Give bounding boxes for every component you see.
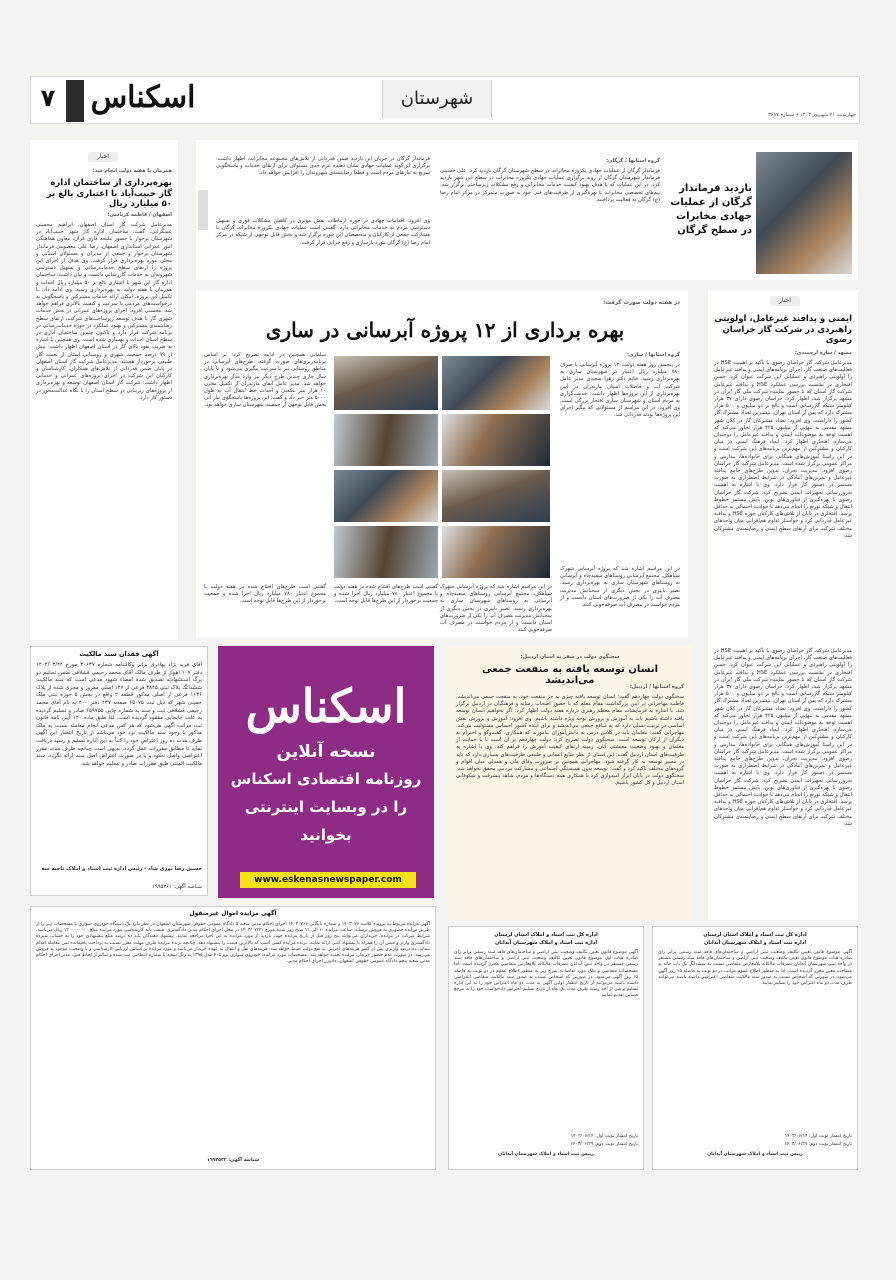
registry-notice-1-subtitle: اداره ثبت اسناد و املاک شهرستان آبدانان <box>494 940 598 946</box>
right-news-body-cont: مدیرعامل شرکت گاز خراسان رضوی با تأکید بر اهمیت HSE در فعالیت‌های صنعت گاز، اجرای برنامه‌های ایمنی و پدافند غیرعامل را اولویتی راهبردی و عملیاتی این شرکت عنوان کرد. حسن افتخاری در نشست بررسی عملکرد HSE و پدافند غیرعامل شرکت گاز استان که با حضور نماینده شرکت ملی گاز ایران در مشهد برگزار شد، اظهار کرد: خراسان رضوی دارای ۳۷ هزار کیلومتر شبکه گازرسانی است و بالغ بر دو میلیون و ۵۰۰ هزار مشترک دارد که پس از استان تهران، بیشترین تعداد مشترک گاز کشور را داراست. وی افزود: تعداد مشترکان گاز در کلان شهر مشهد مقدس به تنهایی از میلیون ۳۲۵ هزار تجاوز می‌کند که اهمیت توجه به موضوعات ایمنی و پدافند غیرعامل را دوچندان می‌سازد. افتخاری اظهار کرد: ایجاد فرهنگ ایمنی در میان کارکنان و مشترکین از مهم‌ترین برنامه‌های این شرکت است و در این راستا آموزش‌های همگانی برای خانواده‌ها، مدارس و مراکز عمومی برگزار شده است. مدیرعامل شرکت گاز خراسان رضوی افزود: مدیریت بحران، تدوین طرح‌های جامع پدافند غیرعامل و تمرین‌های آمادگی در شرایط اضطراری به صورت مستمر در دستور کار قرار دارد. وی با اشاره به اهمیت به‌روزرسانی تجهیزات ایمنی تصریح کرد: شرکت گاز خراسان رضوی با بهره‌گیری از فناوری‌های نوین، پایش مستمر خطوط انتقال و شبکه توزیع را انجام می‌دهد تا حوادث احتمالی به حداقل برسد. افتخاری در پایان از تلاش‌های کارکنان حوزه HSE و پدافند غیرعامل قدردانی کرد و خواستار تداوم هم‌افزایی میان واحدهای مختلف شرکت برای ارتقای سطح ایمنی و رضایتمندی مشترکان شد. <box>714 648 853 827</box>
spokesperson-byline: گروه استانها / اردبیل: <box>629 684 684 690</box>
right-news-body: مدیرعامل شرکت گاز خراسان رضوی با تأکید بر اهمیت HSE در فعالیت‌های صنعت گاز، اجرای برنامه‌های ایمنی و پدافند غیرعامل را اولویتی راهبردی و عملیاتی این شرکت عنوان کرد. حسن افتخاری در نشست بررسی عملکرد HSE و پدافند غیرعامل شرکت گاز استان که با حضور نماینده شرکت ملی گاز ایران در مشهد برگزار شد، اظهار کرد: خراسان رضوی دارای ۳۷ هزار کیلومتر شبکه گازرسانی است و بالغ بر دو میلیون و ۵۰۰ هزار مشترک دارد که پس از استان تهران، بیشترین تعداد مشترک گاز کشور را داراست. وی افزود: تعداد مشترکان گاز در کلان شهر مشهد مقدس به تنهایی از میلیون ۳۲۵ هزار تجاوز می‌کند که اهمیت توجه به موضوعات ایمنی و پدافند غیرعامل را دوچندان می‌سازد. افتخاری اظهار کرد: ایجاد فرهنگ ایمنی در میان کارکنان و مشترکین از مهم‌ترین برنامه‌های این شرکت است و در این راستا آموزش‌های همگانی برای خانواده‌ها، مدارس و مراکز عمومی برگزار شده است. مدیرعامل شرکت گاز خراسان رضوی افزود: مدیریت بحران، تدوین طرح‌های جامع پدافند غیرعامل و تمرین‌های آمادگی در شرایط اضطراری به صورت مستمر در دستور کار قرار دارد. وی با اشاره به اهمیت به‌روزرسانی تجهیزات ایمنی تصریح کرد: شرکت گاز خراسان رضوی با بهره‌گیری از فناوری‌های نوین، پایش مستمر خطوط انتقال و شبکه توزیع را انجام می‌دهد تا حوادث احتمالی به حداقل برسد. افتخاری در پایان از تلاش‌های کارکنان حوزه HSE و پدافند غیرعامل قدردانی کرد و خواستار تداوم هم‌افزایی میان واحدهای مختلف شرکت برای ارتقای سطح ایمنی و رضایتمندی مشترکان شد. <box>714 360 853 539</box>
feature-body-5: در این مراسم اشاره شد که پروژه آبرسانی شهرک سیاهکل، مجتمع آبرسانی روستاهای سفیدچاه و آبرسانی به روستاهای شهرستان ساری به بهره‌برداری رسید. نصیر باپیری در بخش دیگری از سخنانش مدیریت مصرف آب را یکی از ضرورت‌های استان دانست و از مردم خواست در مصرف آب صرفه‌جویی کنند. <box>440 584 552 634</box>
governor-body: فرماندار گرگان از عملیات جهادی یکروزه مخابرات در سطح شهرستان گرگان بازدید کرد. علی حسینی فرماندار شهرستان گرگان از روند برگزاری عملیات جهادی یکروزه مخابرات در سطح این شهر بازدید کرد. در این عملیات که با هدف بهبود کیفیت خدمات مخابراتی و رفع مشکلات زیرساختی برگزار شد، تیم‌های تخصصی مخابرات با بهره‌گیری از ظرفیت‌های فنی خود به صورت متمرکز در مرکز امام رضا (ع) گرگان به فعالیت پرداختند. <box>440 168 660 203</box>
logo-badge <box>66 80 84 122</box>
right-news-byline: مشهد / ساره ارجمندی: <box>794 350 852 356</box>
registry-notice-2-subtitle: اداره ثبت اسناد و املاک شهرستان آبدانان <box>703 940 807 946</box>
governor-byline: گروه استانها / گرگان: <box>606 158 660 164</box>
feature-body-4: گفتنی است طرح‌های افتتاح شده در هفته دولت با مجموع اعتبار ۷۸۰ میلیارد ریال اجرا شده و جمعیت برخوردار از این طرح‌ها قابل توجه است. <box>204 584 327 605</box>
feature-photo-1 <box>442 356 550 410</box>
auction-body: آگهی مزایده مربوط به پرونده کلاسه ۱۴۰۳۰۷۶ و شماره بایگانی ۱۴۰۲۰۷۶۶ اجرای احکام مدنی شعبه ۵ دادگاه عمومی حقوقی شهرستان اصفهان در نظر دارد یک دستگاه خودروی سواری با مشخصات زیر را از طریق مزایده حضوری به فروش برساند: ساعت مزایده ۱۰ الی ۱۱ صبح روز شنبه مورخ ۱۴۰۳/۰۷/۲۱ در محل اجرای احکام مدنی دادگستری. قیمت پایه کارشناسی مورد مزایده مبلغ ۱۲۰۰۰۰۰۰۰۰ ریال می‌باشد. شرایط شرکت در مزایده: خریداران می‌توانند پنج روز قبل از تاریخ مزایده جهت بازدید از مورد مزایده به این اجرا مراجعه نمایند. پیشنهاد دهندگان باید ده درصد مبلغ پیشنهادی خود را به حساب سپرده دادگستری واریز و فیش آن را همراه با پیشنهاد کتبی ارائه نمایند. برنده مزایده کسی است که بالاترین قیمت را پیشنهاد دهد. چنانچه برنده مزایده ظرف مهلت مقرر نسبت به پرداخت باقیمانده ثمن معامله اقدام ننماید، ده درصد واریزی پس از کسر هزینه‌های اجرایی به نفع دولت ضبط خواهد شد. هزینه‌های نقل و انتقال به عهده خریدار می‌باشد و مورد مزایده بر اساس ارزیابی کارشناسی و با وضعیت موجود به فروش می‌رسد. در صورت عدم حضور خریدار، مزایده تجدید خواهد شد. مشخصات مورد مزایده: خودروی سواری پژو ۴۰۵ مدل ۱۳۹۵ به رنگ سفید با شماره انتظامی ثبت شده و سالم از لحاظ فنی. مدیر اجرای احکام مدنی شعبه پنجم دادگاه عمومی حقوقی اصفهان. دادورز اجرای احکام مدنی. <box>36 922 431 965</box>
ad-line-3: را در وبسایت اینترنتی <box>244 798 408 816</box>
right-news-tag: اخبار <box>770 296 800 306</box>
date-line: چهارشنبه ۲۱ شهریور ۱۴۰۳ • شماره ۳۶۸۷ <box>768 112 856 118</box>
deed-loss-title: آگهی فقدان سند مالکیت <box>79 650 159 658</box>
feature-photo-3 <box>442 414 550 466</box>
deed-loss-sign: حسین رضا توری شاد - رئیس اداره ثبت اسناد و املاک ناحیه سه <box>41 866 202 872</box>
ad-line-4: بخوانید <box>300 826 352 844</box>
deed-loss-code: شناسه آگهی: ۱۹۹۵۳۶۱ <box>152 884 202 890</box>
section-title: شهرستان <box>382 80 492 118</box>
ad-line-2: روزنامه اقتصادی اسکناس <box>230 770 422 788</box>
ad-line-1: نسخه آنلاین <box>276 742 376 762</box>
right-news-headline: ایمنی و پدافند غیرعامل، اولویتی راهبردی در شرکت گاز خراسان رضوی <box>714 314 852 345</box>
feature-photo-6 <box>334 470 438 522</box>
registry-notice-2-date2: تاریخ انتشار نوبت دوم: ۱۴۰۳/۰۶/۲۹ <box>784 1142 852 1147</box>
left-news-byline: اصفهان / فاطمه کرباسی: <box>107 212 172 218</box>
governor-body-2: فرماندار گرگان در جریان این بازدید ضمن قدردانی از تلاش‌های مجموعه مخابرات، اظهار داشت: برگزاری این‌گونه عملیات جهادی نشان دهنده عزم جدی مسئولان برای ارتقای خدمات و پاسخگویی سریع به نیازهای مردم است و قطعا رضایتمندی شهروندان را افزایش خواهد داد. <box>216 156 430 177</box>
governor-side-tab <box>198 190 208 230</box>
feature-body-6: گفتنی است طرح‌های افتتاح شده در هفته دولت با مجموع اعتبار ۷۸۰ میلیارد ریال اجرا شده و جمعیت برخوردار از این طرح‌ها قابل توجه است. <box>334 584 438 605</box>
feature-photo-7 <box>442 526 550 578</box>
feature-body-1: در پنجمین روز هفته دولت، ۱۲ پروژه آبرسانی با صرف ۷۸۰ میلیارد ریال اعتبار در شهرستان ساری به بهره‌برداری رسید. خانم دکتر زهرا سعیدی مدیر عامل شرکت آب و فاضلاب استان مازندران در آیین بهره‌برداری از این پروژه‌ها اظهار داشت: خدمت‌گزاری به مردم استان و شهرستان ساری افتخار بزرگی است. وی افزود: در این مراسم از مسئولانی که پیگیر اجرای این پروژه‌ها بودند قدردانی شد. <box>560 362 680 419</box>
feature-photo-4 <box>334 414 438 466</box>
feature-body-2: در این مراسم اشاره شد که پروژه آبرسانی شهرک سیاهکل، مجتمع آبرسانی روستاهای سفیدچاه و آبرسانی به روستاهای شهرستان ساری به بهره‌برداری رسید. نصیر باپیری در بخش دیگری از سخنانش مدیریت مصرف آب را یکی از ضرورت‌های استان دانست و از مردم خواست در مصرف آب صرفه‌جویی کنند. <box>560 566 680 609</box>
logo-text: اسکناس <box>90 80 196 115</box>
ad-logo: اسکناس <box>245 679 407 733</box>
left-news-headline: بهره‌برداری از ساختمان اداره گاز حبیب‌آباد با اعتباری بالغ بر ۵۰ میلیارد ریال <box>46 178 172 209</box>
feature-byline: گروه استانها / ساری: <box>627 352 680 358</box>
left-news-body: مدیرعامل شرکت گاز استان اصفهان، ابراهیم محسنی عسگرانی، گفت: ساختمان اداره گاز شهر حبیب‌آباد در شهرستان برخوار با حضور ملیحه قاری قرآن، معاون هماهنگی امور عمرانی استانداری اصفهان، رضا علی معصومی فرماندار شهرستان برخوار و جمعی از مدیران و مسئولان استانی و محلی مورد بهره‌برداری قرار گرفت. وی هدف از اجرای این پروژه را ارتقای سطح خدمات‌رسانی و تسهیل دسترسی شهروندان به خدمات گازرسانی دانست و بیان داشت: ساختمان اداره گاز این شهر با اعتباری بالغ بر ۵۰ میلیارد ریال احداث و هم‌زمان با هفته دولت به بهره‌برداری رسید. وی ادامه داد: با تکمیل این پروژه، امکان ارائه خدمات مشترکین و پاسخگویی به درخواست‌های مردمی با سرعت و کیفیت بالاتری فراهم خواهد شد. محسنی افزود: اجرای پروژه‌های عمرانی در بخش خدمات شهری گاز با هدف توسعه زیرساخت‌های شرکت، ارتقای سطح رضایتمندی مشترکین و بهبود عملکرد در حوزه خدمات‌رسانی در برنامه شرکت قرار دارد و تاکنون چندین ساختمان اداری در سطح استان احداث و بهسازی شده است. وی همچنین با اشاره به ضریب نفوذ بالای گاز در استان اصفهان اظهار داشت: بیش از ۹۹ درصد جمعیت شهری و روستایی استان از نعمت گاز طبیعی برخوردار هستند. مدیرعامل شرکت گاز استان اصفهان در پایان ضمن قدردانی از تلاش‌های همکاران، کارشناسان و کارکنان این شرکت در اجرای پروژه‌های عمرانی و خدماتی اظهار داشت: شرکت گاز استان اصفهان توسعه و بهره‌برداری از پروژه‌های زیربنایی در سطح استان را با نگاه عدالت‌محور در دستور کار دارد. <box>36 222 172 401</box>
governor-headline: بازدید فرماندار گرگان از عملیات جهادی مخابرات در سطح گرگان <box>670 183 752 236</box>
page-number: ۷ <box>40 84 56 112</box>
registry-notice-1-date2: تاریخ انتشار نوبت دوم: ۱۴۰۳/۰۶/۲۹ <box>570 1142 638 1147</box>
feature-headline: بهره برداری از ۱۲ پروژه آبرسانی در ساری <box>265 318 625 342</box>
registry-notice-1-sign: رییس ثبت اسناد و املاک شهرستان آبدانان <box>498 1152 594 1157</box>
feature-photo-2 <box>334 356 438 410</box>
spokesperson-headline: انسان توسعه یافته به منفعت جمعی می‌اندیشد <box>481 664 659 686</box>
deed-loss-body: آقای فرید نژاد بهادری برابر وکالتنامه شماره ۳۰۶۳۷ مورخ ۱۴۰۲/۰۳/۲۴ دفتر ۱۰۷ اهواز از طرف مالک آقای محمد رحیمی قشلاقی ضمن تسلیم دو برگ استشهادیه تصدیق شده امضاء شهود مدعی است که سند مالکیت ششدانگ پلاک ثبتی ۳۸۴۵ فرعی از ۱۴۷ اصلی مفروز و مجزی شده از پلاک ۱۱۳۶ فرعی از اصلی مذکور قطعه ۲ واقع در بخش ۵ حوزه ثبتی ملک خمینی شهر که ذیل ثبت ۶۵۰۷۵ صفحه ۴۳۷ دفتر ۴۰۰ به نام آقای محمد رحیمی قشلاقی ثبت و سند به شماره چاپی ۶۵۹۷۵۵ صادر و تسلیم گردیده به علت جابجایی مفقود گردیده است. لذا طبق ماده ۱۲۰ آیین نامه قانون ثبت مراتب آگهی می‌شود که هر کس مدعی انجام معامله نسبت به ملک مذکور یا وجود سند مالکیت نزد خود می‌باشد از تاریخ انتشار این آگهی ظرف مدت ده روز اعتراض خود را کتباً به این اداره تسلیم و رسید دریافت نماید تا مطابق مقررات عمل گردد. بدیهی است چنانچه ظرف مدت مقرر اعتراضی واصل نشود و یا در صورت اعتراض اصل سند ارائه نگردد، سند مالکیت المثنی طبق مقررات صادر و تسلیم خواهد شد. <box>36 662 202 767</box>
ad-url[interactable]: www.eskenasnewspaper.com <box>240 872 416 888</box>
registry-notice-2-sign: رییس ثبت اسناد و املاک شهرستان آبدانان <box>707 1152 803 1157</box>
feature-body-3: سلمانی همچنین در ادامه تصریح کرد: بر اساس برنامه‌ریزی‌های صورت گرفته، طرح‌های آبرسانی در مناطق روستایی نیز با سرعت پیگیری می‌شود و تا پایان سال جاری چندین طرح دیگر نیز وارد مدار بهره‌برداری خواهد شد. مدیر عامل آبفای مازندران از تکمیل مخزن ۱۰ هزار متر مکعبی و احداث خط انتقال آب به طول ۵۰۰۰ متر خبر داد و گفت: این پروژه‌ها پاسخگوی نیاز آبی بخش قابل توجهی از جمعیت شهرستان ساری خواهد بود. <box>204 352 326 409</box>
governor-body-3: وی افزود: اقدامات جهادی در حوزه ارتباطات نقش مؤثری در کاهش مشکلات فوری و تسهیل دسترسی مردم به خدمات مخابراتی دارد. گفتنی است عملیات جهادی یکروزه مخابرات گرگان با مشارکت جمعی از کارکنان و متخصصان این حوزه برگزار شد و بخش قابل توجهی از شبکه در مرکز امام رضا (ع) گرگان مورد بازسازی و رفع خرابی قرار گرفت. <box>216 218 430 246</box>
auction-code: شناسه آگهی: ۱۹۹۳۵۳۲ <box>206 1158 260 1163</box>
registry-notice-1-title: اداره کل ثبت اسناد و املاک استان لرستان <box>494 932 598 938</box>
auction-title: آگهی مزایده اموال غیرمنقول <box>189 910 277 917</box>
left-news-kicker: همزمان با هفته دولت انجام شد: <box>92 168 172 174</box>
feature-kicker: در هفته دولت صورت گرفت: <box>603 300 680 306</box>
left-news-tag: اخبار <box>88 152 118 162</box>
registry-notice-2-body: آگهی موضوع قانون تعیین تکلیف وضعیت ثبتی اراضی و ساختمان‌های فاقد سند رسمی برابر رای صادره هیات موضوع قانون تعیین تکلیف وضعیت ثبتی اراضی و ساختمان‌های فاقد سند رسمی مستقر در واحد ثبتی شهرستان آبدانان تصرفات مالکانه بلامعارض متقاضی نسبت به ششدانگ یک باب خانه به مساحت معین محرز گردیده است. لذا به منظور اطلاع عموم مراتب در دو نوبت به فاصله ۱۵ روز آگهی می‌شود. در صورتی که اشخاص نسبت به صدور سند مالکیت متقاضی اعتراضی داشته باشند می‌توانند ظرف مدت دو ماه اعتراض خود را تسلیم نمایند. <box>658 950 852 987</box>
registry-notice-1-body: آگهی موضوع قانون تعیین تکلیف وضعیت ثبتی اراضی و ساختمان‌های فاقد سند رسمی برابر رای صادره هیات اول موضوع قانون تعیین تکلیف وضعیت ثبتی اراضی و ساختمان‌های فاقد سند رسمی مستقر در واحد ثبتی آبدانان تصرفات مالکانه بلامعارض متقاضی محرز گردیده است. لذا مشخصات متقاضی و ملک مورد تقاضا به شرح زیر به منظور اطلاع عموم در دو نوبت به فاصله ۱۵ روز آگهی می‌شود. در صورتی که اشخاص نسبت به صدور سند مالکیت متقاضی اعتراضی داشته باشند می‌توانند از تاریخ انتشار اولین آگهی به مدت دو ماه اعتراض خود را به این اداره تسلیم و پس از اخذ رسید ظرف مدت یک ماه از تاریخ تسلیم اعتراض دادخواست خود را به مرجع قضایی تقدیم نمایند. <box>454 950 638 999</box>
feature-photo-8 <box>334 526 438 578</box>
registry-notice-2-title: اداره کل ثبت اسناد و املاک استان لرستان <box>703 932 807 938</box>
governor-photo <box>756 152 852 274</box>
feature-photo-5 <box>442 470 550 522</box>
spokesperson-body: سخنگوی دولت چهاردهم گفت: انسان توسعه یافته چیزی به جز منفعت خود، به منفعت جمعی می‌اندیشد. فاطمه مهاجرانی در آیین بزرگداشت مقام معلم که با حضور اصحاب رسانه و فرهنگیان در اردبیل برگزار شد، با اشاره به فرمایشات مقام معظم رهبری درباره هفته دولت اظهار کرد: اگر بخواهیم انسان توسعه یافته داشته باشیم باید به آموزش و پرورش توجه ویژه داشته باشیم. وی افزود: آموزش و پرورش نقش اساسی در تربیت نسلی دارد که به منافع جمعی می‌اندیشد و برای آینده کشور احساس مسئولیت می‌کند. مهاجرانی گفت: معلمان باید در کلاس درس به دانش‌آموزان بیاموزند که همکاری، گفت‌وگو و احترام به دیگران از ارکان توسعه است. سخنگوی دولت تصریح کرد: دولت چهاردهم بر آن است تا با حمایت از معلمان و بهبود وضعیت معیشتی آنان، زمینه ارتقای کیفیت آموزش را فراهم کند. وی با اشاره به ظرفیت‌های استان اردبیل گفت: این استان از نظر منابع انسانی و طبیعی ظرفیت‌های بسیاری دارد که باید در مسیر توسعه به کار گرفته شود. مهاجرانی همچنین بر ضرورت وفاق ملی و همدلی میان اقوام و گروه‌های مختلف تاکید کرد و گفت: توسعه بدون همبستگی اجتماعی و مشارکت مردمی محقق نخواهد شد. سخنگوی دولت در پایان ابراز امیدواری کرد با همکاری همه دستگاه‌ها و مردم، شاهد پیشرفت و شکوفایی استان اردبیل و کل کشور باشیم. <box>456 694 684 787</box>
spokesperson-kicker: سخنگوی دولت در سفر به استان اردبیل: <box>520 654 620 660</box>
registry-notice-1-date1: تاریخ انتشار نوبت اول: ۱۴۰۳/۰۶/۱۴ <box>570 1134 638 1139</box>
registry-notice-2-date1: تاریخ انتشار نوبت اول: ۱۴۰۳/۰۶/۱۴ <box>784 1134 852 1139</box>
